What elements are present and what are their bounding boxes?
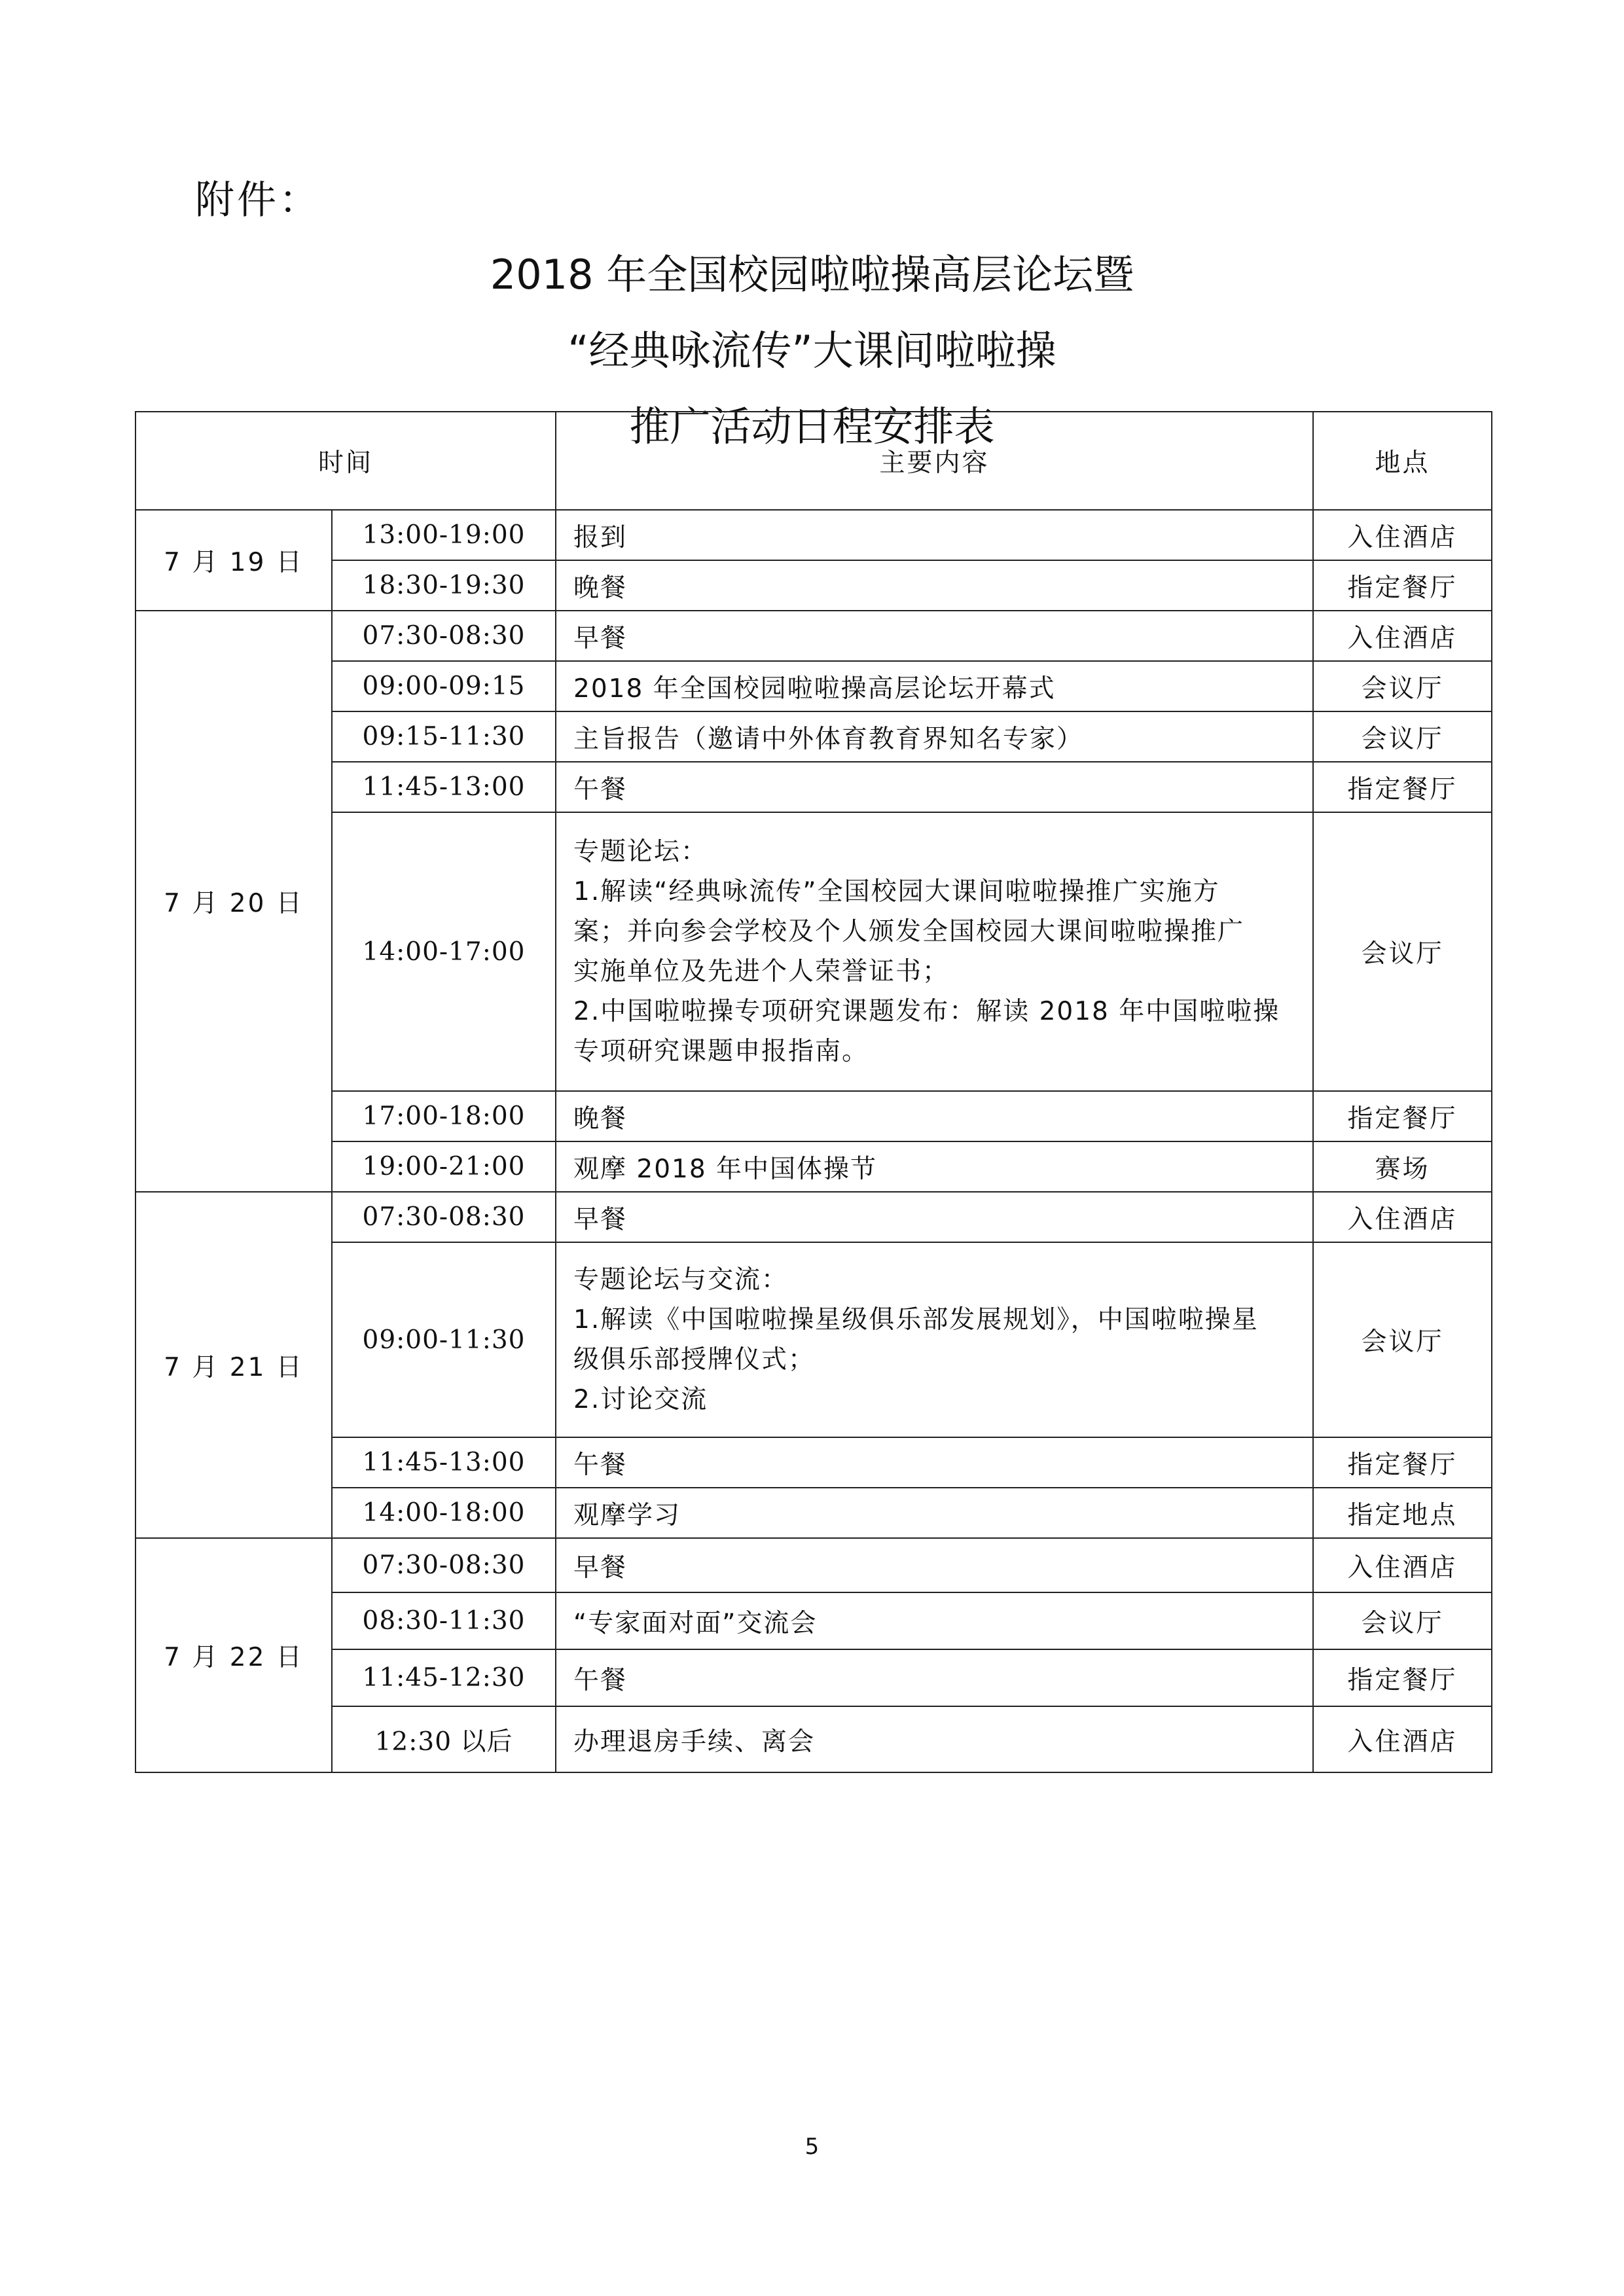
content-cell bbox=[556, 1437, 1313, 1488]
table-row bbox=[135, 1538, 1492, 1592]
content-line: 午餐 bbox=[573, 774, 628, 804]
place-cell: 入住酒店 bbox=[1313, 510, 1492, 560]
content-cell bbox=[556, 1592, 1313, 1649]
content-line: 早餐 bbox=[573, 1204, 628, 1234]
place-cell: 指定餐厅 bbox=[1313, 1649, 1492, 1706]
table-row bbox=[135, 611, 1492, 661]
content-line: 级俱乐部授牌仪式； bbox=[573, 1345, 816, 1374]
time-cell: 08:30-11:30 bbox=[332, 1592, 556, 1649]
content-cell bbox=[556, 510, 1313, 560]
content-line: 早餐 bbox=[573, 623, 628, 653]
content-line: 晚餐 bbox=[573, 1103, 628, 1134]
date-cell: 7 月 21 日 bbox=[135, 1192, 332, 1538]
place-cell: 入住酒店 bbox=[1313, 1538, 1492, 1592]
header-content: 主要内容 bbox=[556, 412, 1313, 510]
content-cell bbox=[556, 762, 1313, 812]
content-line: 2018 年全国校园啦啦操高层论坛开幕式 bbox=[573, 673, 1056, 704]
place-cell: 入住酒店 bbox=[1313, 1192, 1492, 1242]
table-row bbox=[135, 1592, 1492, 1649]
content-cell bbox=[556, 661, 1313, 711]
content-line: 观摩学习 bbox=[573, 1500, 681, 1530]
place-cell: 会议厅 bbox=[1313, 1242, 1492, 1437]
header-time: 时间 bbox=[135, 412, 556, 510]
title-line-2: “经典咏流传”大课间啦啦操 bbox=[568, 327, 1056, 374]
time-cell: 09:00-09:15 bbox=[332, 661, 556, 711]
time-cell: 11:45-13:00 bbox=[332, 1437, 556, 1488]
time-cell: 07:30-08:30 bbox=[332, 1192, 556, 1242]
time-cell: 14:00-18:00 bbox=[332, 1488, 556, 1538]
table-row bbox=[135, 661, 1492, 711]
table-row bbox=[135, 1706, 1492, 1772]
content-line: 1.解读“经典咏流传”全国校园大课间啦啦操推广实施方 bbox=[573, 877, 1220, 906]
time-cell: 12:30 以后 bbox=[332, 1706, 556, 1772]
title-line-1: 2018 年全国校园啦啦操高层论坛暨 bbox=[490, 251, 1134, 298]
place-cell: 指定餐厅 bbox=[1313, 762, 1492, 812]
content-line: 晚餐 bbox=[573, 573, 628, 603]
place-cell: 指定餐厅 bbox=[1313, 1091, 1492, 1141]
content-line: 报到 bbox=[573, 522, 628, 552]
place-cell: 指定地点 bbox=[1313, 1488, 1492, 1538]
content-line: 早餐 bbox=[573, 1552, 628, 1583]
table-row bbox=[135, 1488, 1492, 1538]
content-line: 2.讨论交流 bbox=[573, 1385, 708, 1414]
place-cell: 会议厅 bbox=[1313, 661, 1492, 711]
date-cell: 7 月 19 日 bbox=[135, 510, 332, 611]
content-cell bbox=[556, 1649, 1313, 1706]
content-cell bbox=[556, 1141, 1313, 1192]
time-cell: 13:00-19:00 bbox=[332, 510, 556, 560]
table-row bbox=[135, 762, 1492, 812]
content-line: 案；并向参会学校及个人颁发全国校园大课间啦啦操推广 bbox=[573, 917, 1245, 946]
place-cell: 入住酒店 bbox=[1313, 1706, 1492, 1772]
schedule-table-body bbox=[135, 412, 1492, 1772]
content-line: 主旨报告（邀请中外体育教育界知名专家） bbox=[573, 724, 1084, 754]
table-row bbox=[135, 1649, 1492, 1706]
title-line-3: 推广活动日程安排表 bbox=[629, 403, 995, 450]
header-place: 地点 bbox=[1313, 412, 1492, 510]
content-line: 午餐 bbox=[573, 1665, 628, 1695]
table-row bbox=[135, 1091, 1492, 1141]
table-row bbox=[135, 560, 1492, 611]
content-cell bbox=[556, 1192, 1313, 1242]
content-line: 观摩 2018 年中国体操节 bbox=[573, 1154, 878, 1184]
content-line: 实施单位及先进个人荣誉证书； bbox=[573, 957, 950, 986]
attachment-label: 附件： bbox=[195, 177, 321, 223]
content-cell bbox=[556, 611, 1313, 661]
table-header-row bbox=[135, 412, 1492, 510]
content-cell bbox=[556, 1706, 1313, 1772]
content-cell bbox=[556, 711, 1313, 762]
time-cell: 09:15-11:30 bbox=[332, 711, 556, 762]
page-number: 5 bbox=[804, 2134, 820, 2160]
table-row bbox=[135, 1437, 1492, 1488]
content-cell bbox=[556, 812, 1313, 1091]
place-cell: 指定餐厅 bbox=[1313, 560, 1492, 611]
time-cell: 11:45-12:30 bbox=[332, 1649, 556, 1706]
table-row bbox=[135, 1242, 1492, 1437]
content-line: 专题论坛： bbox=[573, 837, 708, 867]
time-cell: 09:00-11:30 bbox=[332, 1242, 556, 1437]
content-line: 1.解读《中国啦啦操星级俱乐部发展规划》，中国啦啦操星 bbox=[573, 1305, 1259, 1335]
table-row bbox=[135, 1141, 1492, 1192]
table-row bbox=[135, 812, 1492, 1091]
content-cell bbox=[556, 1538, 1313, 1592]
time-cell: 18:30-19:30 bbox=[332, 560, 556, 611]
content-cell bbox=[556, 1091, 1313, 1141]
table-row bbox=[135, 711, 1492, 762]
date-cell: 7 月 22 日 bbox=[135, 1538, 332, 1772]
table-row bbox=[135, 1192, 1492, 1242]
content-line: 办理退房手续、离会 bbox=[573, 1727, 816, 1757]
content-line: 专题论坛与交流： bbox=[573, 1265, 789, 1295]
content-cell bbox=[556, 1242, 1313, 1437]
time-cell: 07:30-08:30 bbox=[332, 611, 556, 661]
place-cell: 入住酒店 bbox=[1313, 611, 1492, 661]
time-cell: 17:00-18:00 bbox=[332, 1091, 556, 1141]
place-cell: 指定餐厅 bbox=[1313, 1437, 1492, 1488]
place-cell: 会议厅 bbox=[1313, 711, 1492, 762]
content-line: “专家面对面”交流会 bbox=[573, 1608, 818, 1638]
time-cell: 14:00-17:00 bbox=[332, 812, 556, 1091]
place-cell: 会议厅 bbox=[1313, 812, 1492, 1091]
table-row bbox=[135, 510, 1492, 560]
content-cell bbox=[556, 560, 1313, 611]
time-cell: 11:45-13:00 bbox=[332, 762, 556, 812]
place-cell: 会议厅 bbox=[1313, 1592, 1492, 1649]
time-cell: 19:00-21:00 bbox=[332, 1141, 556, 1192]
date-cell: 7 月 20 日 bbox=[135, 611, 332, 1192]
content-line: 专项研究课题申报指南。 bbox=[573, 1037, 869, 1066]
content-line: 午餐 bbox=[573, 1450, 628, 1480]
content-line: 2.中国啦啦操专项研究课题发布：解读 2018 年中国啦啦操 bbox=[573, 997, 1280, 1026]
schedule-table bbox=[135, 411, 1492, 1773]
place-cell: 赛场 bbox=[1313, 1141, 1492, 1192]
content-cell bbox=[556, 1488, 1313, 1538]
time-cell: 07:30-08:30 bbox=[332, 1538, 556, 1592]
